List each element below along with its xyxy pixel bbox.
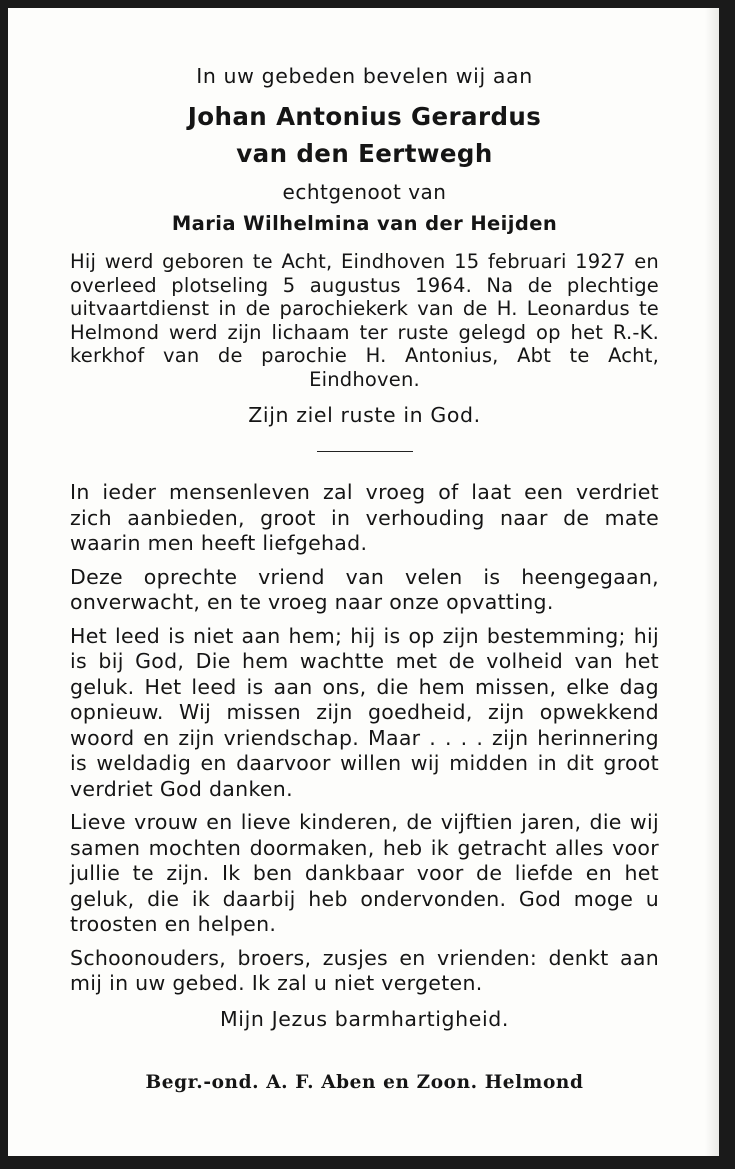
deceased-name-line-1: Johan Antonius Gerardus <box>187 102 542 131</box>
intro-line: In uw gebeden bevelen wij aan <box>196 64 533 88</box>
paragraph-5: Schoonouders, broers, zusjes en vrienden: denkt aan mij in uw gebed. Ik zal u niet vergeten. <box>70 945 659 995</box>
rest-in-god-line: Zijn ziel ruste in God. <box>248 403 481 427</box>
spouse-name: Maria Wilhelmina van der Heijden <box>171 212 558 235</box>
deceased-name-line-2: van den Eertwegh <box>236 139 493 168</box>
biography: Hij werd geboren te Acht, Eindhoven 15 februari 1927 en overleed plotseling 5 augustus 1964. Na de plechtige uitvaartdienst in de parochiekerk van de H. Leonardus te Helmond werd zijn lichaam ter ruste gelegd op het R.-K. kerkhof van de parochie H. Antonius, Abt te Acht, Eindhoven. <box>70 250 659 391</box>
paragraph-2: Deze oprechte vriend van velen is heengegaan, onverwacht, en te vroeg naar onze opvatting. <box>70 564 659 614</box>
spouse-of-label: echtgenoot van <box>282 180 447 204</box>
memorial-card <box>8 8 719 1156</box>
card-edge <box>705 8 719 1156</box>
paragraph-4: Lieve vrouw en lieve kinderen, de vijftien jaren, die wij samen mochten doormaken, heb ik getracht alles voor jullie te zijn. Ik ben dankbaar voor de liefde en het geluk, die ik daarbij heb ondervonden. God moge u troosten en helpen. <box>70 810 659 936</box>
paragraph-3: Het leed is niet aan hem; hij is op zijn bestemming; hij is bij God, Die hem wachtte met de volheid van het geluk. Het leed is aan ons, die hem missen, elke dag opnieuw. Wij missen zijn goedheid, zijn opwekkend woord en zijn vriendschap. Maar . . . . zijn herinnering is weldadig en daarvoor willen wij midden in dit groot verdriet God danken. <box>70 623 659 801</box>
paragraph-1: In ieder mensenleven zal vroeg of laat een verdriet zich aanbieden, groot in verhouding naar de mate waarin men heeft liefgehad. <box>70 480 659 555</box>
closing-prayer: Mijn Jezus barmhartigheid. <box>220 1006 509 1031</box>
divider-line <box>317 451 413 452</box>
undertaker-credit: Begr.-ond. A. F. Aben en Zoon. Helmond <box>145 1071 584 1093</box>
